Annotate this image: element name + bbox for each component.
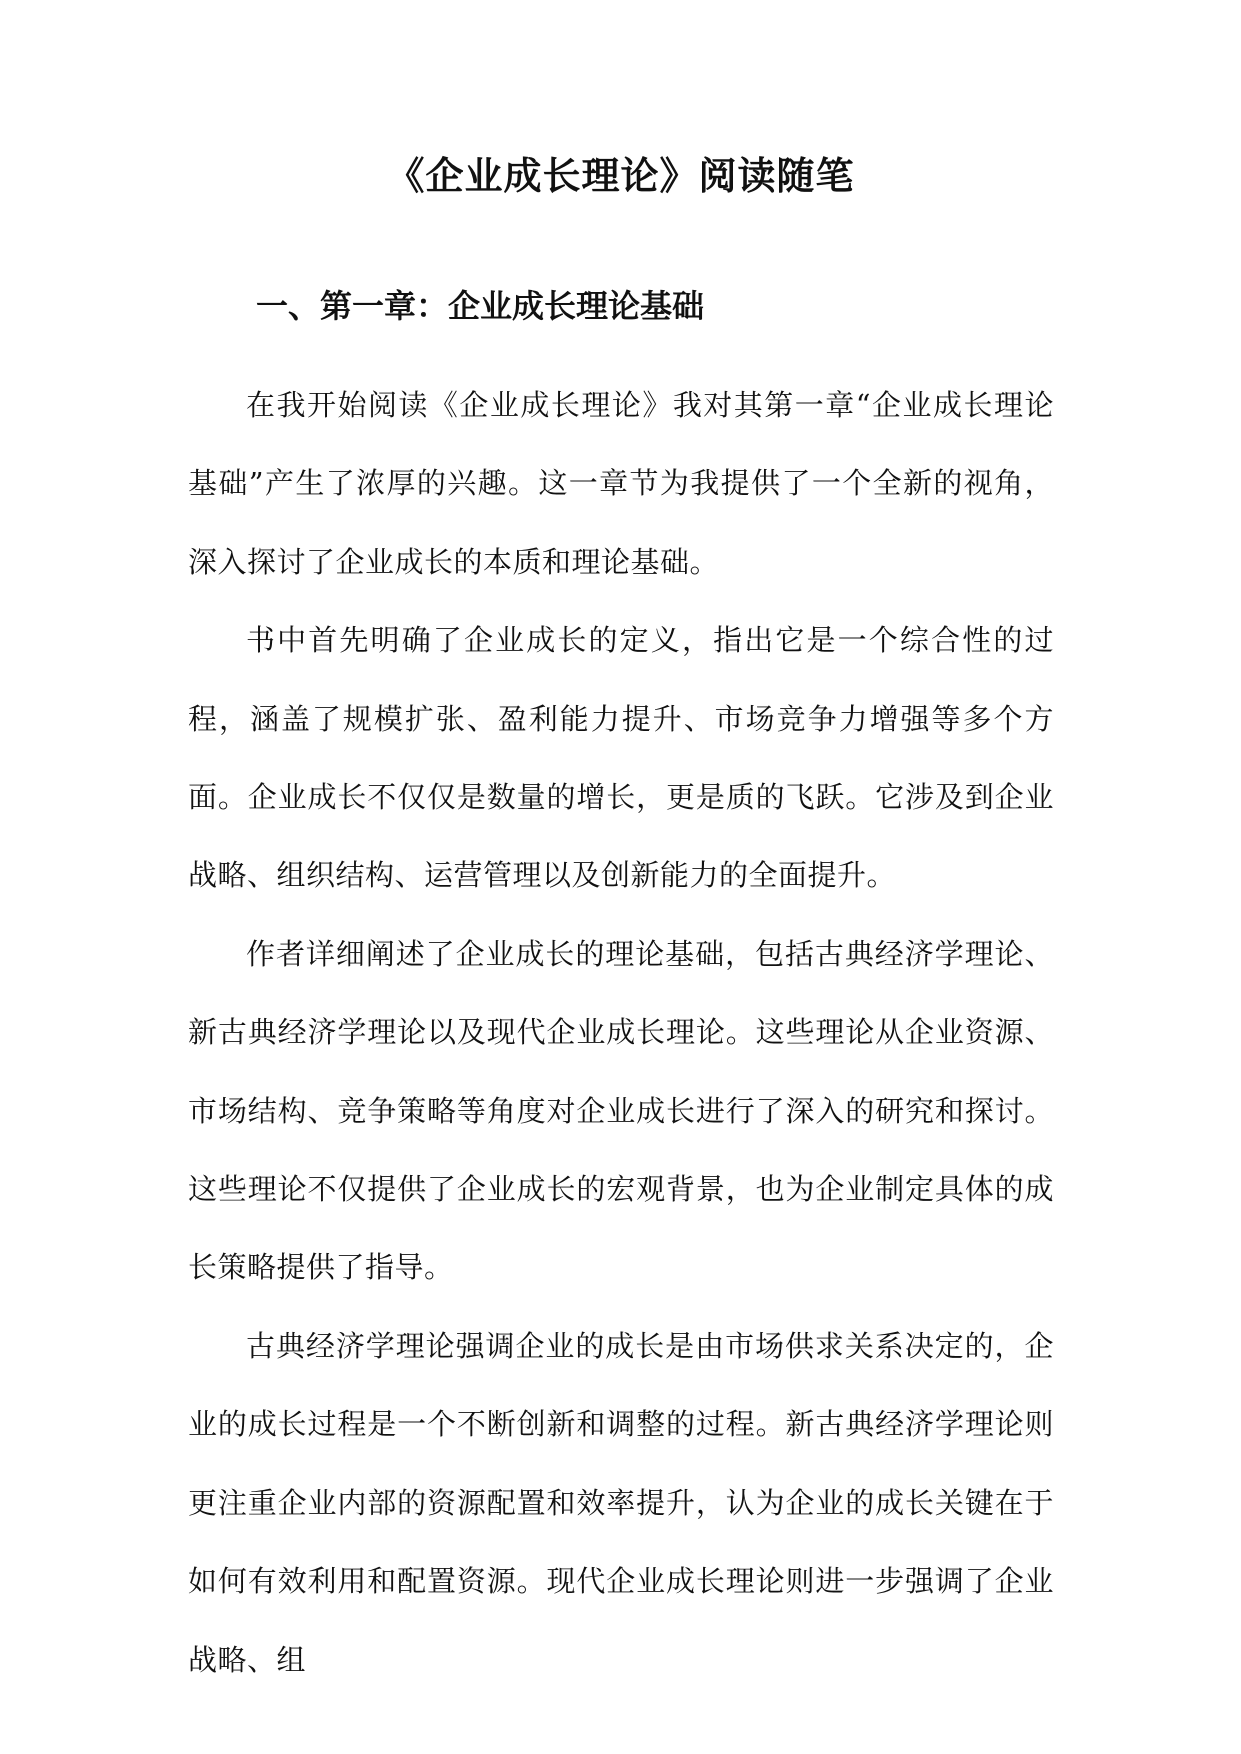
- section-heading: 一、第一章：企业成长理论基础: [256, 287, 705, 325]
- paragraph: 古典经济学理论强调企业的成长是由市场供求关系决定的，企业的成长过程是一个不断创新和调整的过程。新古典经济学理论则更注重企业内部的资源配置和效率提升，认为企业的成长关键在于如何有效利用和配置资源。现代企业成长理论则进一步强调了企业战略、组: [188, 1328, 1054, 1677]
- document-title: 《企业成长理论》阅读随笔: [386, 154, 855, 198]
- paragraph: 在我开始阅读《企业成长理论》我对其第一章“企业成长理论基础”产生了浓厚的兴趣。这一章节为我提供了一个全新的视角，深入探讨了企业成长的本质和理论基础。: [188, 388, 1054, 579]
- paragraph: 书中首先明确了企业成长的定义，指出它是一个综合性的过程，涵盖了规模扩张、盈利能力提升、市场竞争力增强等多个方面。企业成长不仅仅是数量的增长，更是质的飞跃。它涉及到企业战略、组织结构、运营管理以及创新能力的全面提升。: [188, 623, 1054, 893]
- paragraph: 作者详细阐述了企业成长的理论基础，包括古典经济学理论、新古典经济学理论以及现代企业成长理论。这些理论从企业资源、市场结构、竞争策略等角度对企业成长进行了深入的研究和探讨。这些理论不仅提供了企业成长的宏观背景，也为企业制定具体的成长策略提供了指导。: [188, 936, 1054, 1285]
- body-text: [188, 366, 1054, 1699]
